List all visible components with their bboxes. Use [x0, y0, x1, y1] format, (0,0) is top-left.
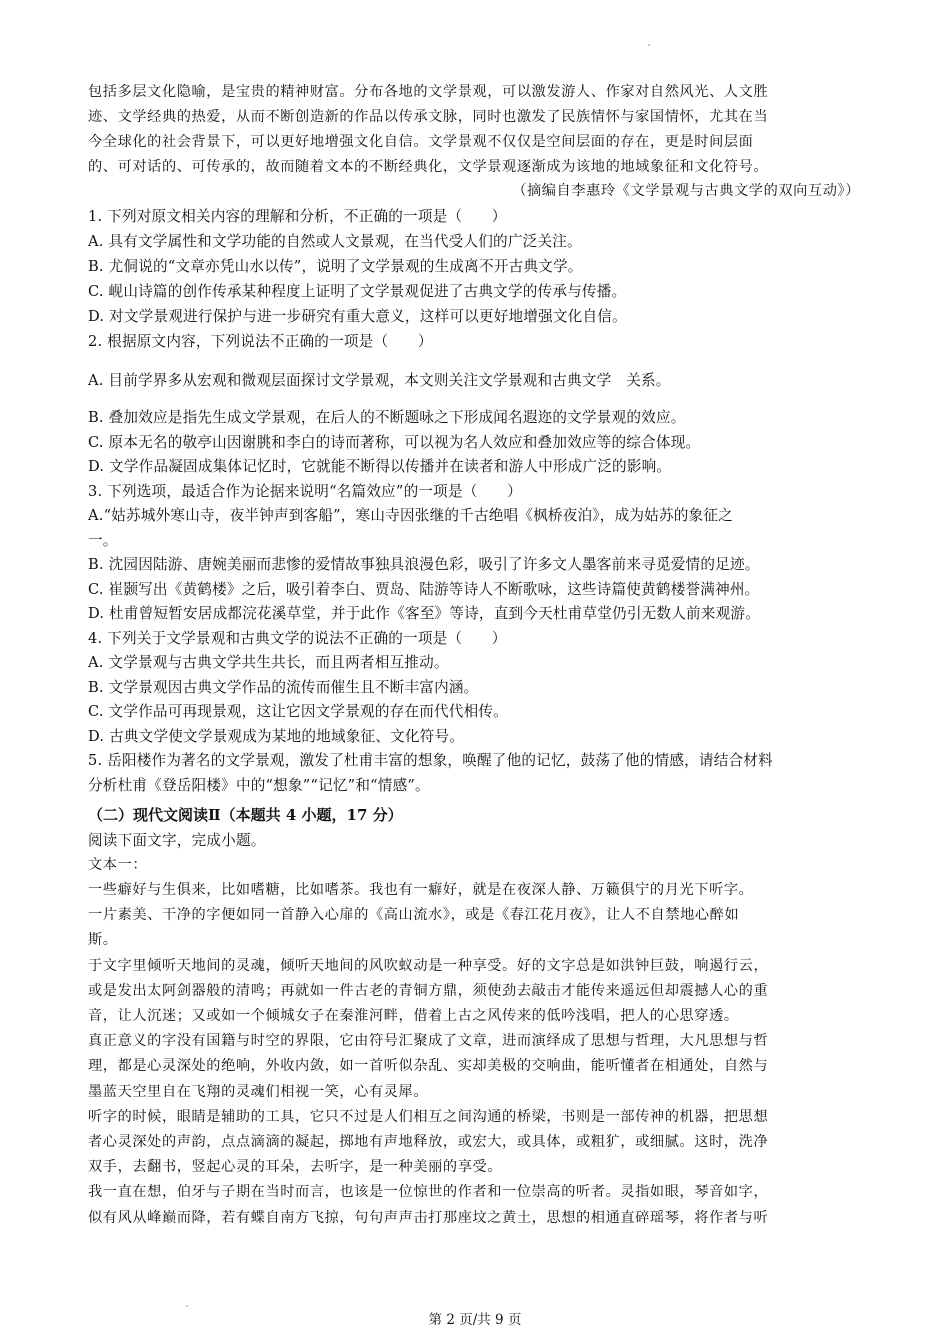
question-2-option-a: A. 目前学界多从宏观和微观层面探讨文学景观，本文则关注文学景观和古典文学 关系。 [88, 372, 671, 389]
question-line: D. 古典文学使文学景观成为某地的地域象征、文化符号。 [88, 727, 465, 745]
question-line: B. 尤侗说的“文章亦凭山水以传”，说明了文学景观的生成离不开古典文学。 [88, 258, 583, 275]
text1-line: 或是发出太阿剑器般的清鸣；再就如一件古老的青铜方鼎，须使劲去敲击才能传来遥远但却震撼人心的重 [88, 982, 769, 999]
question-line: 4. 下列关于文学景观和古典文学的说法不正确的一项是（ ） [88, 629, 507, 647]
text1-line: 一片素美、干净的字便如同一首静入心扉的《高山流水》，或是《春江花月夜》，让人不自禁地心醉如 [88, 907, 740, 924]
question-line: 分析杜甫《登岳阳楼》中的“想象”“记忆”和“情感”。 [88, 776, 430, 794]
text1-line: 听字的时候，眼睛是辅助的工具，它只不过是人们相互之间沟通的桥梁，书则是一部传神的机器，把思想 [88, 1108, 769, 1125]
passage-line: 的、可对话的、可传承的，故而随着文本的不断经典化，文学景观逐渐成为该地的地域象征和文化符号。 [88, 159, 769, 175]
text1-line: 双手，去翻书，竖起心灵的耳朵，去听字，是一种美丽的享受。 [88, 1159, 503, 1176]
question-line: 2. 根据原文内容，下列说法不正确的一项是（ ） [88, 333, 433, 350]
question-line: C. 崔颢写出《黄鹤楼》之后，吸引着李白、贾岛、陆游等诗人不断歌咏，这些诗篇使黄鹤楼誉满神州。 [88, 580, 760, 598]
page-footer: 第 2 页/共 9 页 [428, 1312, 522, 1328]
passage-line: 包括多层文化隐喻，是宝贵的精神财富。分布各地的文学景观，可以激发游人、作家对自然风光、人文胜 [88, 84, 769, 100]
question-line: A.“姑苏城外寒山寺，夜半钟声到客船”，寒山寺因张继的千古绝唱《枫桥夜泊》，成为姑苏的象征之 [88, 507, 733, 524]
text1-line: 斯。 [88, 932, 118, 949]
text1-line: 真正意义的字没有国籍与时空的界限，它由符号汇聚成了文章，进而演绎成了思想与哲理，大凡思想与哲 [88, 1033, 769, 1050]
question-line: B. 叠加效应是指先生成文学景观，在后人的不断题咏之下形成闻名遐迩的文学景观的效应。 [88, 409, 686, 426]
section-heading: （二）现代文阅读Ⅱ（本题共 4 小题，17 分） [88, 806, 403, 824]
question-line: 一。 [88, 531, 118, 549]
text1-line: 似有风从峰巅而降，若有蝶自南方飞掠，句句声声击打那座坟之黄土，思想的相通直碎瑶琴，将作者与听 [88, 1209, 769, 1226]
instruction: 阅读下面文字，完成小题。 [88, 832, 266, 849]
text1-line: 音，让人沉迷；又或如一个倾城女子在秦淮河畔，借着上古之风传来的低吟浅唱，把人的心思穿透。 [88, 1008, 739, 1024]
scan-speck [648, 44, 650, 46]
text1-line: 我一直在想，伯牙与子期在当时而言，也该是一位惊世的作者和一位崇高的听者。灵指如眼，琴音如字， [88, 1184, 769, 1201]
question-line: A. 具有文学属性和文学功能的自然或人文景观，在当代受人们的广泛关注。 [88, 233, 582, 250]
question-line: B. 文学景观因古典文学作品的流传而催生且不断丰富内涵。 [88, 678, 479, 696]
text1-line: 墨蓝天空里自在飞翔的灵魂们相视一笑，心有灵犀。 [88, 1083, 429, 1100]
question-line: 3. 下列选项，最适合作为论据来说明“名篇效应”的一项是（ ） [88, 482, 522, 500]
question-line: D. 文学作品凝固成集体记忆时，它就能不断得以传播并在读者和游人中形成广泛的影响。 [88, 458, 672, 475]
question-line: C. 原本无名的敬亭山因谢朓和李白的诗而著称，可以视为名人效应和叠加效应等的综合体现。 [88, 433, 701, 451]
question-line: D. 杜甫曾短暂安居成都浣花溪草堂，并于此作《客至》等诗，直到今天杜甫草堂仍引无数人前来观游。 [88, 605, 760, 622]
passage-line: 迹、文学经典的热爱，从而不断创造新的作品以传承文脉，同时也激发了民族情怀与家国情怀，尤其在当 [88, 109, 769, 125]
text1-line: 者心灵深处的声韵，点点滴滴的凝起，掷地有声地释放，或宏大，或具体，或粗犷，或细腻。这时，洗净 [88, 1134, 769, 1150]
source-citation: （摘编自李惠玲《文学景观与古典文学的双向互动》） [512, 183, 860, 199]
question-line: C. 岘山诗篇的创作传承某种程度上证明了文学景观促进了古典文学的传承与传播。 [88, 283, 627, 300]
text1-line: 一些癖好与生俱来，比如嗜糖，比如嗜茶。我也有一癖好，就是在夜深人静、万籁俱宁的月光下听字。 [88, 882, 754, 898]
text1-label: 文本一： [88, 857, 148, 873]
question-line: 5. 岳阳楼作为著名的文学景观，激发了杜甫丰富的想象，唤醒了他的记忆，鼓荡了他的情感，请结合材料 [88, 752, 773, 769]
text1-line: 于文字里倾听天地间的灵魂，倾听天地间的风吹蚁动是一种享受。好的文字总是如洪钟巨鼓，响遏行云， [88, 957, 769, 974]
question-line: A. 文学景观与古典文学共生共长，而且两者相互推动。 [88, 654, 449, 671]
question-line: C. 文学作品可再现景观，这让它因文学景观的存在而代代相传。 [88, 703, 508, 720]
passage-line: 今全球化的社会背景下，可以更好地增强文化自信。文学景观不仅仅是空间层面的存在，更是时间层面 [88, 134, 754, 150]
question-line: D. 对文学景观进行保护与进一步研究有重大意义，这样可以更好地增强文化自信。 [88, 308, 627, 325]
question-line: 1. 下列对原文相关内容的理解和分析，不正确的一项是（ ） [88, 208, 507, 225]
question-line: B. 沈园因陆游、唐婉美丽而悲惨的爱情故事独具浪漫色彩，吸引了许多文人墨客前来寻觅爱情的足迹。 [88, 556, 760, 573]
text1-line: 理，都是心灵深处的绝响，外收内敛，如一首听似杂乱、实却美极的交响曲，能听懂者在相通处，自然与 [88, 1058, 769, 1075]
scan-speck [186, 1305, 188, 1307]
